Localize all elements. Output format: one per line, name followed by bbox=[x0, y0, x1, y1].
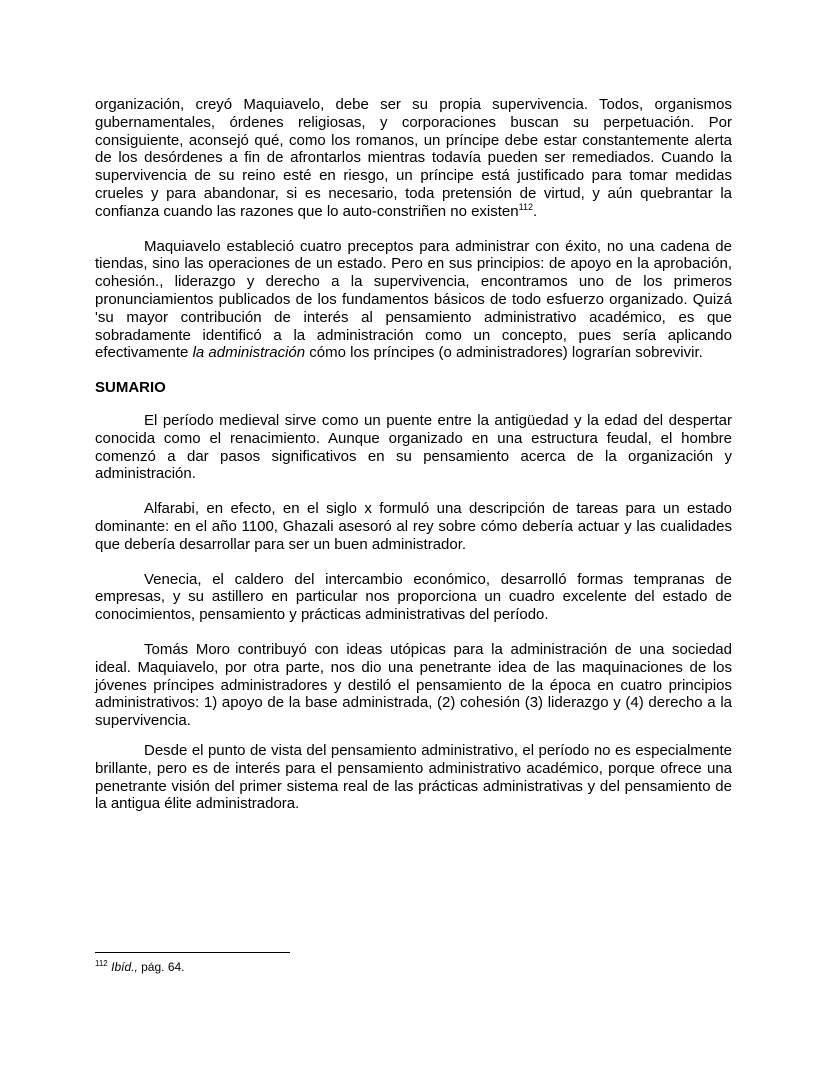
footnote-divider bbox=[95, 952, 290, 953]
paragraph-2-text-before: Maquiavelo estableció cuatro preceptos para administrar con éxito, no una cadena de tiendas, sino las operaciones de un estado. Pero en sus principios: de apoyo en la aprobación, cohesión., liderazgo y derecho a la supervivencia, encontramos uno de los primeros pronunciamientos publicados de los fundamentos básicos de todo esfuerzo organizado. Quizá 'su mayor contribución de interés al pensamiento administrativo académico, es que sobradamente identificó a la administración como un concepto, pues sería aplicando efectivamente bbox=[95, 237, 732, 362]
paragraph-1-text: organización, creyó Maquiavelo, debe ser su propia supervivencia. Todos, organismos gubernamentales, órdenes religiosas, y corporaciones buscan su perpetuación. Por consiguiente, aconsejó qué, como los romanos, un príncipe debe estar constantemente alerta de los desórdenes a fin de afrontarlos mientras todavía pueden ser remediados. Cuando la supervivencia de su reino esté en riesgo, un príncipe está justificado para tomar medidas crueles y para abandonar, si es necesario, toda pretensión de virtud, y aún quebrantar la confianza cuando las razones que lo auto-constriñen no existen bbox=[95, 96, 732, 220]
footnote-text: pág. 64. bbox=[137, 960, 185, 974]
footnote-112 bbox=[95, 960, 185, 974]
footnote-number: 112 bbox=[95, 959, 108, 968]
paragraph-1 bbox=[95, 96, 732, 221]
paragraph-6: Tomás Moro contribuyó con ideas utópicas para la administración de una sociedad ideal. Maquiavelo, por otra parte, nos dio una penetrante idea de las maquinaciones de los jóvenes príncipes administradores y destiló el pensamiento de la época en cuatro principios administrativos: 1) apoyo de la base administrada, (2) cohesión (3) liderazgo y (4) derecho a la supervivencia. bbox=[95, 640, 732, 730]
paragraph-1-end: . bbox=[532, 202, 538, 220]
footnote-italic: Ibíd., bbox=[111, 960, 138, 974]
page-body bbox=[95, 96, 732, 830]
paragraph-2 bbox=[95, 238, 732, 363]
paragraph-5: Venecia, el caldero del intercambio económico, desarrolló formas tempranas de empresas, y su astillero en particular nos proporciona un cuadro excelente del estado de conocimientos, pensamiento y prácticas administrativas del período. bbox=[95, 570, 732, 624]
footnote-ref-112[interactable]: 112 bbox=[518, 201, 533, 212]
section-title-sumario: SUMARIO bbox=[95, 379, 166, 397]
paragraph-4: Alfarabi, en efecto, en el siglo x formuló una descripción de tareas para un estado dominante: en el año 1100, Ghazali asesoró al rey sobre cómo debería actuar y las cualidades que debería desarrollar para ser un buen administrador. bbox=[95, 500, 732, 553]
paragraph-7: Desde el punto de vista del pensamiento administrativo, el período no es especialmente brillante, pero es de interés para el pensamiento administrativo académico, porque ofrece una penetrante visión del primer sistema real de las prácticas administrativas y del pensamiento de la antigua élite administradora. bbox=[95, 741, 732, 813]
paragraph-3: El período medieval sirve como un puente entre la antigüedad y la edad del despertar conocida como el renacimiento. Aunque organizado en una estructura feudal, el hombre comenzó a dar pasos significativos en su pensamiento acerca de la organización y administración. bbox=[95, 411, 732, 483]
paragraph-2-text-after: cómo los príncipes (o administradores) lograrían sobrevivir. bbox=[305, 344, 703, 362]
paragraph-2-italic: la administración bbox=[192, 344, 306, 362]
